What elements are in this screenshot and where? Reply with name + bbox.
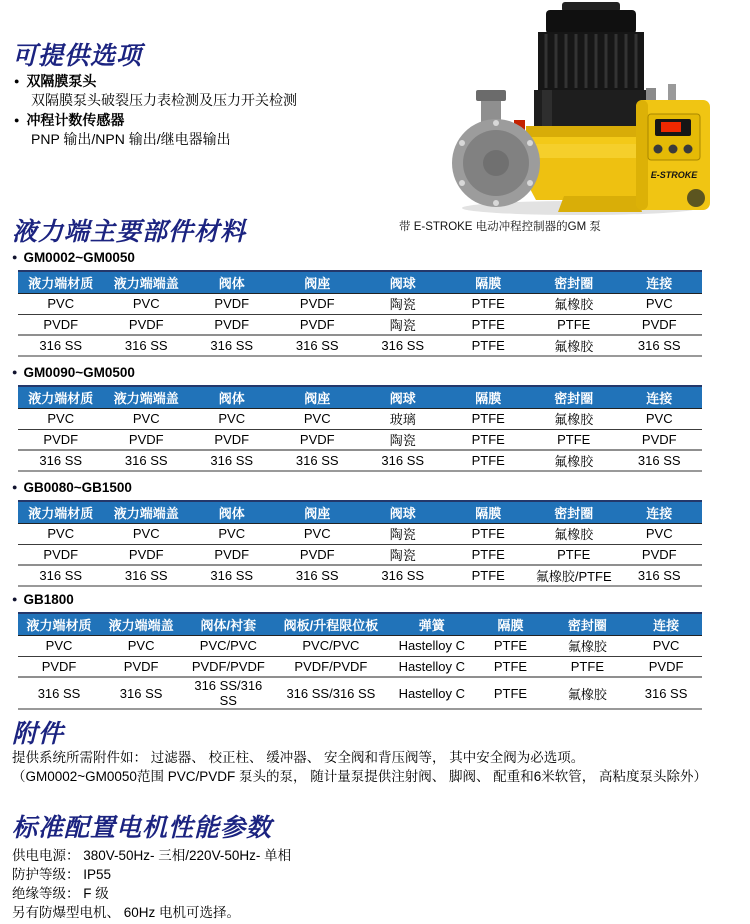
table-cell: 316 SS/316 SS bbox=[182, 677, 274, 709]
table-cell: PTFE bbox=[476, 635, 544, 656]
table-cell: 316 SS bbox=[360, 450, 446, 471]
table-row bbox=[18, 408, 702, 429]
table-cell: 316 SS bbox=[18, 565, 104, 586]
table-cell: PVC bbox=[617, 408, 703, 429]
options-list bbox=[14, 72, 444, 150]
table-cell: PVDF/PVDF bbox=[182, 656, 274, 677]
table-cell: 316 SS bbox=[104, 565, 190, 586]
column-header: 液力端端盖 bbox=[104, 271, 190, 293]
table-cell: PTFE bbox=[446, 335, 532, 356]
materials-table bbox=[18, 500, 702, 587]
materials-table-block bbox=[12, 250, 704, 357]
accessories-text bbox=[12, 748, 742, 786]
table-cell: PVC bbox=[100, 635, 182, 656]
table-cell: 316 SS bbox=[360, 335, 446, 356]
model-range-label: ● GM0002~GM0050 bbox=[12, 250, 135, 265]
panel-button bbox=[669, 145, 678, 154]
table-row bbox=[18, 335, 702, 356]
list-item bbox=[14, 111, 444, 149]
column-header: 阀球 bbox=[360, 386, 446, 408]
column-header: 隔膜 bbox=[446, 271, 532, 293]
column-header: 连接 bbox=[630, 613, 702, 635]
table-cell: Hastelloy C bbox=[387, 656, 476, 677]
table-cell: PTFE bbox=[446, 544, 532, 565]
table-cell: 氟橡胶/PTFE bbox=[531, 565, 617, 586]
table-cell: PTFE bbox=[476, 677, 544, 709]
table-header-row bbox=[18, 271, 702, 293]
table-cell: 氟橡胶 bbox=[545, 635, 631, 656]
table-cell: PTFE bbox=[446, 293, 532, 314]
table-cell: PVDF bbox=[18, 544, 104, 565]
model-range-label: ● GB1800 bbox=[12, 592, 74, 607]
panel-button bbox=[684, 145, 693, 154]
table-cell: 玻璃 bbox=[360, 408, 446, 429]
diaphragm-head-gray bbox=[452, 90, 540, 207]
column-header: 连接 bbox=[617, 271, 703, 293]
table-cell: 316 SS bbox=[275, 335, 361, 356]
table-cell: PVC bbox=[617, 293, 703, 314]
table-cell: PVC bbox=[18, 523, 104, 544]
column-header: 阀板/升程限位板 bbox=[274, 613, 387, 635]
table-cell: PVC bbox=[18, 408, 104, 429]
bullet-icon: ● bbox=[12, 482, 18, 492]
motor-black bbox=[534, 2, 648, 128]
table-cell: 316 SS bbox=[18, 450, 104, 471]
table-cell: PTFE bbox=[446, 408, 532, 429]
column-header: 阀球 bbox=[360, 271, 446, 293]
table-cell: PVDF bbox=[617, 544, 703, 565]
column-header: 液力端材质 bbox=[18, 386, 104, 408]
table-cell: PVDF bbox=[189, 293, 275, 314]
table-cell: PVDF bbox=[18, 429, 104, 450]
table-cell: PVDF bbox=[617, 429, 703, 450]
table-row bbox=[18, 523, 702, 544]
table-cell: Hastelloy C bbox=[387, 635, 476, 656]
table-cell: 陶瓷 bbox=[360, 429, 446, 450]
table-cell: Hastelloy C bbox=[387, 677, 476, 709]
materials-table bbox=[18, 270, 702, 357]
table-cell: PVDF bbox=[104, 429, 190, 450]
column-header: 弹簧 bbox=[387, 613, 476, 635]
table-cell: PTFE bbox=[531, 429, 617, 450]
text-line: 防护等级： IP55 bbox=[12, 867, 112, 882]
table-cell: 氟橡胶 bbox=[531, 408, 617, 429]
bullet-icon: ● bbox=[12, 252, 18, 262]
column-header: 阀体 bbox=[189, 271, 275, 293]
table-cell: PVDF bbox=[617, 314, 703, 335]
column-header: 阀体 bbox=[189, 386, 275, 408]
table-row bbox=[18, 314, 702, 335]
table-cell: 氟橡胶 bbox=[531, 335, 617, 356]
column-header: 连接 bbox=[617, 386, 703, 408]
table-cell: PTFE bbox=[446, 450, 532, 471]
table-cell: 316 SS bbox=[104, 335, 190, 356]
option-label: ● 双隔膜泵头 bbox=[14, 72, 444, 91]
table-cell: 316 SS bbox=[18, 677, 100, 709]
table-cell: PVC bbox=[630, 635, 702, 656]
list-item bbox=[14, 72, 444, 110]
e-stroke-logo: E-STROKE bbox=[650, 170, 698, 180]
table-cell: PVC bbox=[104, 408, 190, 429]
text-line: 供电电源： 380V-50Hz- 三相/220V-50Hz- 单相 bbox=[12, 848, 292, 863]
table-cell: PVC bbox=[104, 523, 190, 544]
table-row bbox=[18, 656, 702, 677]
table-cell: PVDF bbox=[18, 656, 100, 677]
table-header-row bbox=[18, 613, 702, 635]
table-cell: PVC bbox=[617, 523, 703, 544]
column-header: 隔膜 bbox=[446, 386, 532, 408]
table-cell: 316 SS bbox=[630, 677, 702, 709]
panel-button bbox=[654, 145, 663, 154]
table-cell: PVC bbox=[275, 408, 361, 429]
table-row bbox=[18, 293, 702, 314]
materials-table bbox=[18, 385, 702, 472]
table-cell: PVDF/PVDF bbox=[274, 656, 387, 677]
pump-image-caption: 带 E-STROKE 电动冲程控制器的GM 泵 bbox=[399, 221, 601, 233]
table-row bbox=[18, 450, 702, 471]
bullet-icon: ● bbox=[12, 594, 18, 604]
table-cell: PVDF bbox=[189, 544, 275, 565]
table-cell: 陶瓷 bbox=[360, 544, 446, 565]
table-cell: PVC/PVC bbox=[182, 635, 274, 656]
text-line: 提供系统所需附件如： 过滤器、 校正柱、 缓冲器、 安全阀和背压阀等， 其中安全阀为必选项。 bbox=[12, 750, 585, 765]
table-cell: 316 SS bbox=[18, 335, 104, 356]
cable-port bbox=[687, 189, 705, 207]
materials-table-block bbox=[12, 480, 704, 587]
table-row bbox=[18, 677, 702, 709]
table-cell: PTFE bbox=[531, 544, 617, 565]
column-header: 液力端材质 bbox=[18, 613, 100, 635]
column-header: 隔膜 bbox=[446, 501, 532, 523]
table-cell: PTFE bbox=[446, 565, 532, 586]
pump-illustration bbox=[450, 2, 712, 216]
table-cell: 陶瓷 bbox=[360, 314, 446, 335]
table-cell: 316 SS bbox=[189, 450, 275, 471]
table-cell: PVDF bbox=[630, 656, 702, 677]
options-section-title: 可提供选项 bbox=[12, 42, 143, 70]
option-description: 双隔膜泵头破裂压力表检测及压力开关检测 bbox=[31, 92, 297, 108]
column-header: 液力端端盖 bbox=[100, 613, 182, 635]
column-header: 液力端材质 bbox=[18, 271, 104, 293]
model-range-label: ● GM0090~GM0500 bbox=[12, 365, 135, 380]
table-cell: PVDF bbox=[104, 314, 190, 335]
accessories-section-title: 附件 bbox=[12, 720, 65, 748]
option-label: ● 冲程计数传感器 bbox=[14, 111, 444, 130]
table-cell: 氟橡胶 bbox=[531, 293, 617, 314]
table-cell: 氟橡胶 bbox=[531, 523, 617, 544]
table-cell: PTFE bbox=[531, 314, 617, 335]
table-cell: PVC/PVC bbox=[274, 635, 387, 656]
column-header: 阀体 bbox=[189, 501, 275, 523]
table-cell: PTFE bbox=[446, 429, 532, 450]
table-row bbox=[18, 429, 702, 450]
materials-section-title: 液力端主要部件材料 bbox=[12, 218, 247, 246]
column-header: 阀座 bbox=[275, 501, 361, 523]
column-header: 液力端端盖 bbox=[104, 501, 190, 523]
column-header: 阀体/衬套 bbox=[182, 613, 274, 635]
materials-table-block bbox=[12, 365, 704, 472]
table-cell: 氟橡胶 bbox=[545, 677, 631, 709]
table-row bbox=[18, 544, 702, 565]
table-row bbox=[18, 565, 702, 586]
table-cell: PVDF bbox=[100, 656, 182, 677]
column-header: 密封圈 bbox=[531, 386, 617, 408]
text-line: 另有防爆型电机、 60Hz 电机可选择。 bbox=[12, 905, 241, 920]
table-cell: PTFE bbox=[446, 523, 532, 544]
pump-product-image bbox=[450, 2, 712, 216]
bullet-icon: ● bbox=[12, 367, 18, 377]
table-cell: PVDF bbox=[18, 314, 104, 335]
table-cell: PVDF bbox=[104, 544, 190, 565]
table-cell: PVDF bbox=[275, 429, 361, 450]
model-range-label: ● GB0080~GB1500 bbox=[12, 480, 132, 495]
column-header: 密封圈 bbox=[545, 613, 631, 635]
column-header: 液力端端盖 bbox=[104, 386, 190, 408]
table-cell: PVDF bbox=[275, 314, 361, 335]
table-cell: PVDF bbox=[275, 293, 361, 314]
table-cell: 316 SS bbox=[275, 565, 361, 586]
table-row bbox=[18, 635, 702, 656]
column-header: 隔膜 bbox=[476, 613, 544, 635]
table-cell: PVDF bbox=[189, 314, 275, 335]
table-cell: PVC bbox=[18, 293, 104, 314]
e-stroke-controller-box bbox=[636, 84, 710, 210]
table-cell: 316 SS bbox=[189, 565, 275, 586]
text-line: 绝缘等级： F 级 bbox=[12, 886, 109, 901]
table-cell: 陶瓷 bbox=[360, 523, 446, 544]
table-cell: PVC bbox=[18, 635, 100, 656]
table-cell: PTFE bbox=[446, 314, 532, 335]
table-cell: 氟橡胶 bbox=[531, 450, 617, 471]
table-cell: 316 SS bbox=[275, 450, 361, 471]
text-line: （GM0002~GM0050范围 PVC/PVDF 泵头的泵， 随计量泵提供注射阀、 脚阀、 配重和6米软管， 高粘度泵头除外） bbox=[12, 769, 707, 784]
option-description: PNP 输出/NPN 输出/继电器输出 bbox=[31, 131, 231, 147]
table-cell: 316 SS bbox=[189, 335, 275, 356]
table-header-row bbox=[18, 501, 702, 523]
table-cell: PVC bbox=[189, 408, 275, 429]
table-cell: 316 SS bbox=[360, 565, 446, 586]
table-cell: PVDF bbox=[275, 544, 361, 565]
table-cell: PVC bbox=[189, 523, 275, 544]
table-header-row bbox=[18, 386, 702, 408]
column-header: 密封圈 bbox=[531, 501, 617, 523]
table-cell: PVDF bbox=[189, 429, 275, 450]
motor-parameters-text bbox=[12, 846, 612, 922]
materials-table bbox=[18, 612, 702, 710]
column-header: 密封圈 bbox=[531, 271, 617, 293]
table-cell: PTFE bbox=[545, 656, 631, 677]
column-header: 阀球 bbox=[360, 501, 446, 523]
table-cell: PVC bbox=[104, 293, 190, 314]
column-header: 阀座 bbox=[275, 271, 361, 293]
table-cell: 316 SS bbox=[617, 335, 703, 356]
table-cell: PTFE bbox=[476, 656, 544, 677]
materials-table-block bbox=[12, 592, 704, 710]
column-header: 液力端材质 bbox=[18, 501, 104, 523]
motor-section-title: 标准配置电机性能参数 bbox=[12, 814, 273, 842]
table-cell: 316 SS bbox=[100, 677, 182, 709]
table-cell: PVC bbox=[275, 523, 361, 544]
table-cell: 316 SS bbox=[617, 565, 703, 586]
column-header: 连接 bbox=[617, 501, 703, 523]
table-cell: 316 SS/316 SS bbox=[274, 677, 387, 709]
table-cell: 316 SS bbox=[617, 450, 703, 471]
table-cell: 316 SS bbox=[104, 450, 190, 471]
table-cell: 陶瓷 bbox=[360, 293, 446, 314]
column-header: 阀座 bbox=[275, 386, 361, 408]
